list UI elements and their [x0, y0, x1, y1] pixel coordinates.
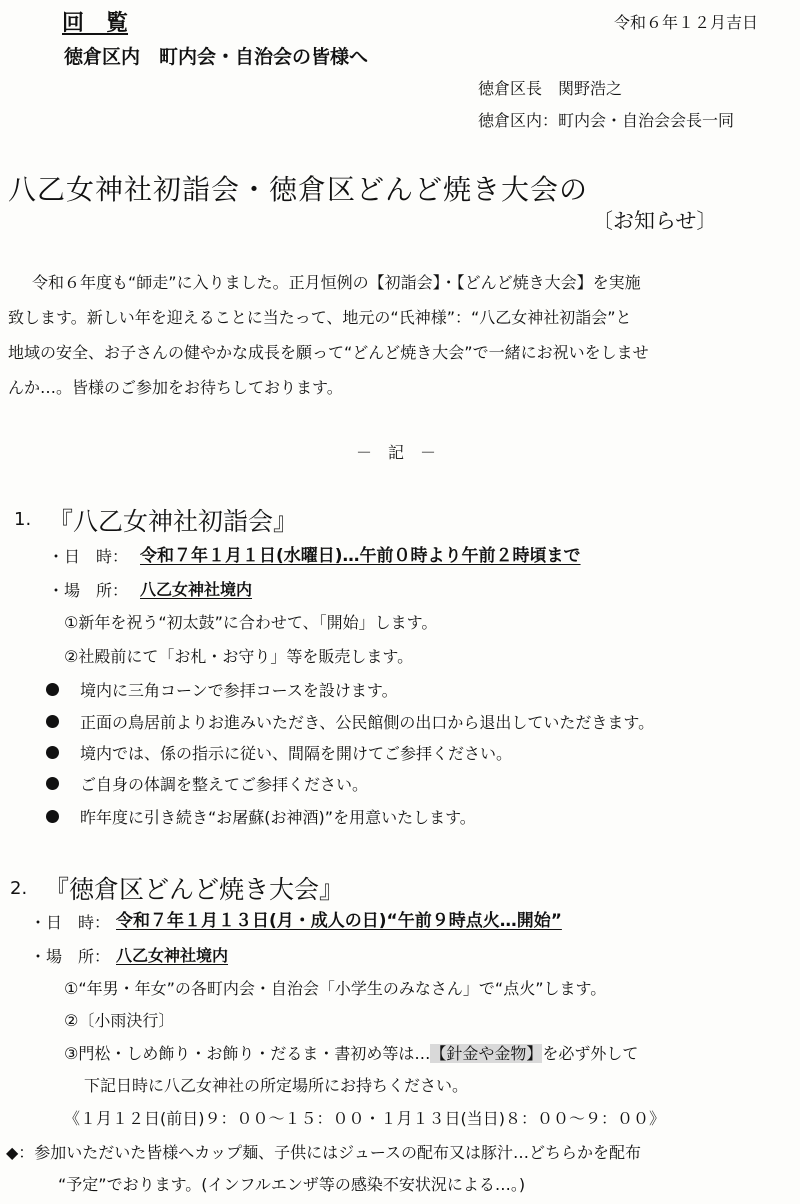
section1-date-label: ・日 時： [48, 547, 129, 566]
addressee: 徳倉区内 町内会・自治会の皆様へ [64, 46, 369, 68]
section2-place-label: ・場 所： [30, 947, 111, 966]
bullet-icon [46, 746, 59, 759]
section1-item: ①新年を祝う“初太鼓”に合わせて、「開始」します。 [64, 613, 438, 632]
section2-title: 『徳倉区どんど焼き大会』 [44, 875, 345, 904]
section2-item2: ②〔小雨決行〕 [64, 1011, 175, 1030]
section1-bullet: 正面の鳥居前よりお進みいただき、公民館側の出口から退出していただきます。 [80, 713, 655, 732]
section2-date-label: ・日 時： [30, 913, 111, 932]
section1-bullet: 境内に三角コーンで参拝コースを設けます。 [80, 681, 398, 700]
intro-line: んか…。皆様のご参加をお待ちしております。 [8, 378, 343, 397]
section2-date-value: 令和７年１月１３日(月・成人の日)“午前９時点火…開始” [116, 911, 562, 931]
issue-date: 令和６年１２月吉日 [614, 13, 759, 32]
ki-heading: － 記 － [356, 443, 437, 462]
section1-date-value: 令和７年１月１日(水曜日)…午前０時より午前２時頃まで [140, 546, 581, 566]
section2-place-value: 八乙女神社境内 [116, 946, 229, 965]
notice-subtitle: 〔お知らせ〕 [592, 209, 718, 233]
section1-item: ②社殿前にて「お札・お守り」等を販売します。 [64, 647, 414, 666]
section2-schedule: 《１月１２日(前日)９：００～１５：００・１月１３日(当日)８：００～９：００》 [64, 1109, 665, 1128]
bullet-icon [46, 715, 59, 728]
section1-place-label: ・場 所： [48, 581, 129, 600]
section1-bullet: 境内では、係の指示に従い、間隔を開けてご参拝ください。 [80, 744, 513, 763]
section2-item3 [64, 1041, 638, 1064]
intro-line: 令和６年度も“師走”に入りました。正月恒例の【初詣会】・【どんど焼き大会】を実施 [32, 273, 641, 292]
section2-item3-post: を必ず外して [542, 1044, 639, 1063]
section2-item1: ①“年男・年女”の各町内会・自治会「小学生のみなさん」で“点火”します。 [64, 979, 607, 998]
section1-bullet: ご自身の体調を整えてご参拝ください。 [80, 775, 369, 794]
circulation-label: 回 覧 [62, 11, 129, 36]
sender-association: 徳倉区内：町内会・自治会会長一同 [478, 111, 735, 130]
bullet-icon [46, 683, 59, 696]
section1-place-value: 八乙女神社境内 [140, 580, 253, 599]
section2-note-continued: “予定”でおります。(インフルエンザ等の感染不安状況による…。) [58, 1175, 526, 1194]
section2-item3-pre: ③門松・しめ飾り・お飾り・だるま・書初め等は… [64, 1044, 431, 1063]
bullet-icon [46, 810, 59, 823]
intro-line: 致します。新しい年を迎えることに当たって、地元の“氏神様”：“八乙女神社初詣会”と [8, 308, 632, 327]
section1-bullet: 昨年度に引き続き“お屠蘇(お神酒)”を用意いたします。 [80, 808, 476, 827]
notice-title: 八乙女神社初詣会・徳倉区どんど焼き大会の [8, 173, 589, 206]
section2-item3-highlight: 【針金や金物】 [430, 1044, 543, 1063]
intro-line: 地域の安全、お子さんの健やかな成長を願って“どんど焼き大会”で一緒にお祝いをしませ [8, 343, 649, 362]
section2-note: ◆：参加いただいた皆様へカップ麺、子供にはジュースの配布又は豚汁…どちらかを配布 [6, 1143, 642, 1162]
bullet-icon [46, 777, 59, 790]
section1-number: 1. [14, 509, 32, 530]
sender-chief: 徳倉区長 関野浩之 [478, 79, 623, 98]
section2-number: 2. [10, 878, 28, 899]
section1-title: 『八乙女神社初詣会』 [48, 507, 299, 536]
section2-item3-line2: 下記日時に八乙女神社の所定場所にお持ちください。 [84, 1076, 469, 1095]
